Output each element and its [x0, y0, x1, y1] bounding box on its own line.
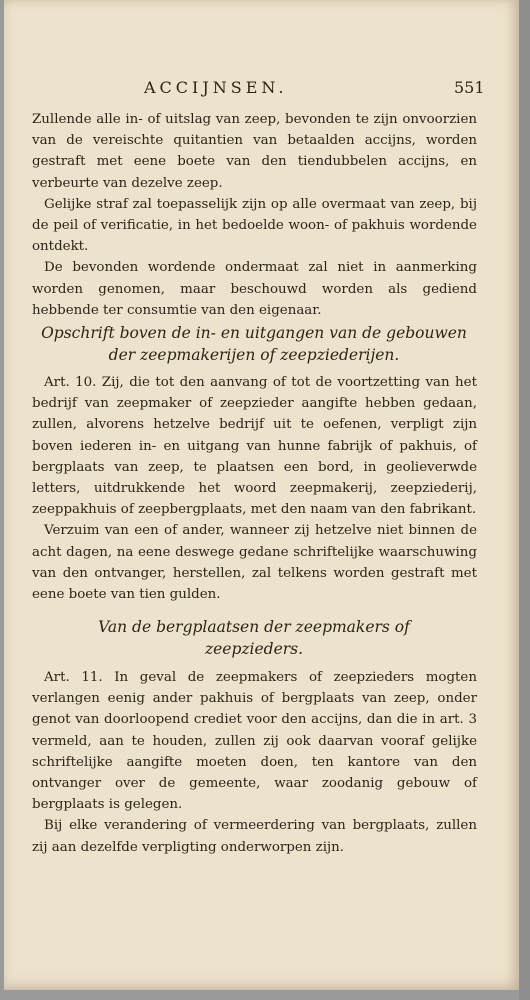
text-block-1	[32, 109, 477, 321]
text-block-2	[32, 372, 477, 605]
paragraph: De bevonden wordende ondermaat zal niet in aanmerking worden genomen, maar beschouwd worden als gediend hebbende ter consumtie van den eigenaar.	[32, 260, 477, 318]
section-heading: Van de bergplaatsen der zeepmakers of zeepzieders.	[98, 618, 410, 658]
section-heading: Opschrift boven de in- en uitgangen van de gebouwen der zeepmakerijen of zeepziederijen.	[41, 324, 467, 364]
paragraph: Zullende alle in- of uitslag van zeep, bevonden te zijn onvoorzien van de vereischte quitantien van betaalden accijns, worden gestraft met eene boete van den tiendubbelen accijns, en verbeurte van dezelve zeep.	[32, 112, 477, 191]
paragraph: Art. 11. In geval de zeepmakers of zeepzieders mogten verlangen eenig ander pakhuis of bergplaats van zeep, onder genot van doorloopend crediet voor den accijns, dan die in art. 3 vermeld, aan te houden, zullen zij ook daarvan vooraf gelijke schriftelijke aangifte moeten doen, ten kantore van den ontvanger over de gemeente, waar zoodanig gebouw of bergplaats is gelegen.	[32, 670, 477, 813]
paragraph: Art. 10. Zij, die tot den aanvang of tot de voortzetting van het bedrijf van zeepmaker of zeepzieder aangifte hebben gedaan, zullen, alvorens hetzelve bedrijf uit te oefenen, verpligt zijn boven iederen in- en uitgang van hunne fabrijk of pakhuis, of bergplaats van zeep, te plaatsen een bord, in geolieverwde letters, uitdrukkende het woord zeepmakerij, zeepziederij, zeeppakhuis of zeepbergplaats, met den naam van den fabrikant.	[32, 375, 477, 518]
paragraph: Bij elke verandering of vermeerdering van bergplaats, zullen zij aan dezelfde verpligting onderworpen zijn.	[32, 818, 477, 855]
paragraph: Gelijke straf zal toepasselijk zijn op alle overmaat van zeep, bij de peil of verificatie, in het bedoelde woon- of pakhuis wordende ontdekt.	[32, 196, 477, 255]
text-block-3	[32, 667, 477, 858]
page-edge	[519, 0, 530, 1000]
paragraph: Verzuim van een of ander, wanneer zij hetzelve niet binnen de acht dagen, na eene deswege gedane schriftelijke waarschuwing van den ontvanger, herstellen, zal telkens worden gestraft met eene boete van tien gulden.	[32, 523, 477, 603]
running-header: ACCIJNSEN.	[144, 78, 288, 97]
page-number: 551	[454, 78, 485, 97]
book-page	[4, 0, 519, 990]
